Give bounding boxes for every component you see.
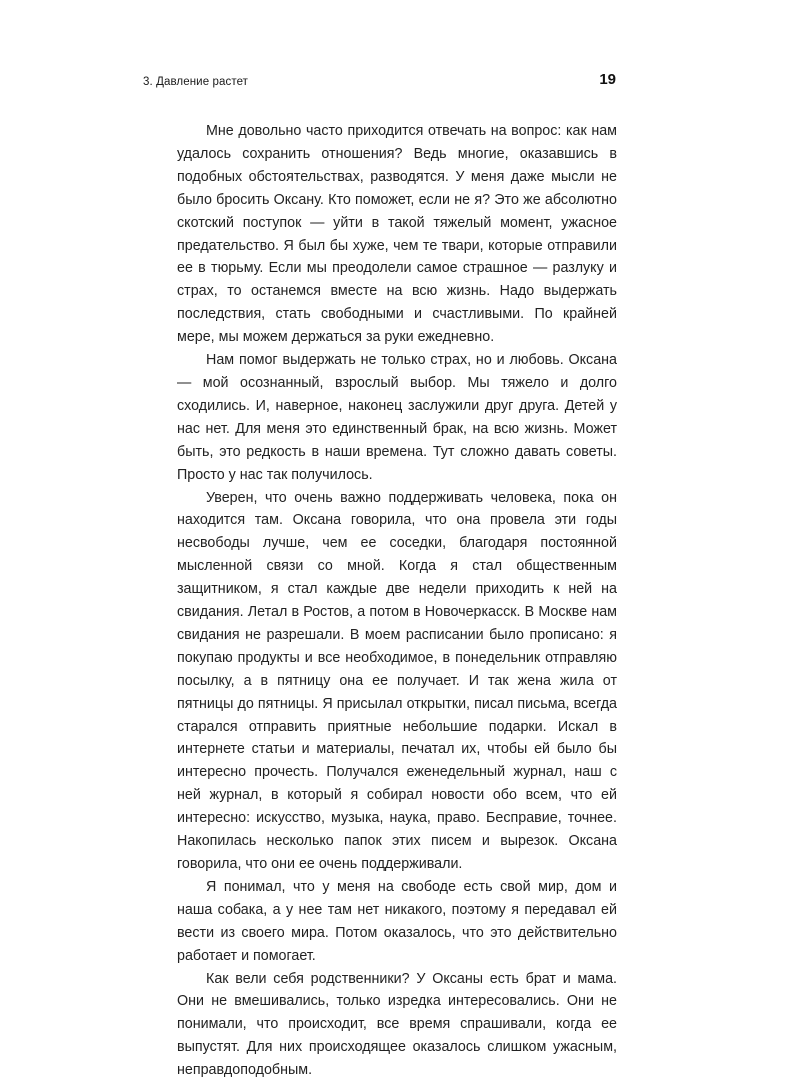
paragraph: Нам помог выдержать не только страх, но и любовь. Оксана — мой осознанный, взрослый выбор. Мы тяжело и долго сходились. И, наверное, наконец заслужили друг друга. Детей у нас нет. Для меня это единственный брак, на всю жизнь. Может быть, это редкость в наши времена. Тут сложно давать советы. Просто у нас так получилось. xyxy=(177,352,617,483)
paragraph: Мне довольно часто приходится отвечать на вопрос: как нам удалось сохранить отношения? Ведь многие, оказавшись в подобных обстоятельствах, разводятся. У меня даже мысли не было бросить Оксану. Кто поможет, если не я? Это же абсолютно скотский поступок — уйти в такой тяжелый момент, ужасное предательство. Я был бы хуже, чем те твари, которые отправили ее в тюрьму. Если мы преодолели самое страшное — разлуку и страх, то останемся вместе на всю жизнь. Надо выдержать последствия, стать свободными и счастливыми. По крайней мере, мы можем держаться за руки ежедневно. xyxy=(177,123,617,346)
page-number: 19 xyxy=(599,71,616,88)
running-header-chapter: 3. Давление растет xyxy=(143,76,249,88)
body-text xyxy=(177,120,617,1082)
paragraph: Уверен, что очень важно поддерживать человека, пока он находится там. Оксана говорила, что она провела эти годы несвободы лучше, чем ее соседки, благодаря постоянной мысленной связи со мной. Когда я стал общественным защитником, я стал каждые две недели приходить к ней на свидания. Летал в Ростов, а потом в Новочеркасск. В Москве нам свидания не разрешали. В моем расписании было прописано: я покупаю продукты и все необходимое, в понедельник отправляю посылку, а в пятницу она ее получает. И так жена жила от пятницы до пятницы. Я присылал открытки, писал письма, всегда старался отправить приятные небольшие подарки. Искал в интернете статьи и материалы, печатал их, чтобы ей было бы интересно прочесть. Получался еженедельный журнал, наш с ней журнал, в который я собирал новости обо всем, что ей интересно: искусство, музыка, наука, право. Бесправие, точнее. Накопилась несколько папок этих писем и вырезок. Оксана говорила, что они ее очень поддерживали. xyxy=(177,489,617,872)
paragraph: Я понимал, что у меня на свободе есть свой мир, дом и наша собака, а у нее там нет никакого, поэтому я передавал ей вести из своего мира. Потом оказалось, что это действительно работает и помогает. xyxy=(177,878,617,964)
paragraph: Как вели себя родственники? У Оксаны есть брат и мама. Они не вмешивались, только изредка интересовались. Они не понимали, что происходит, все время спрашивали, когда ее выпустят. Для них происходящее оказалось слишком ужасным, неправдоподобным. xyxy=(177,970,617,1079)
